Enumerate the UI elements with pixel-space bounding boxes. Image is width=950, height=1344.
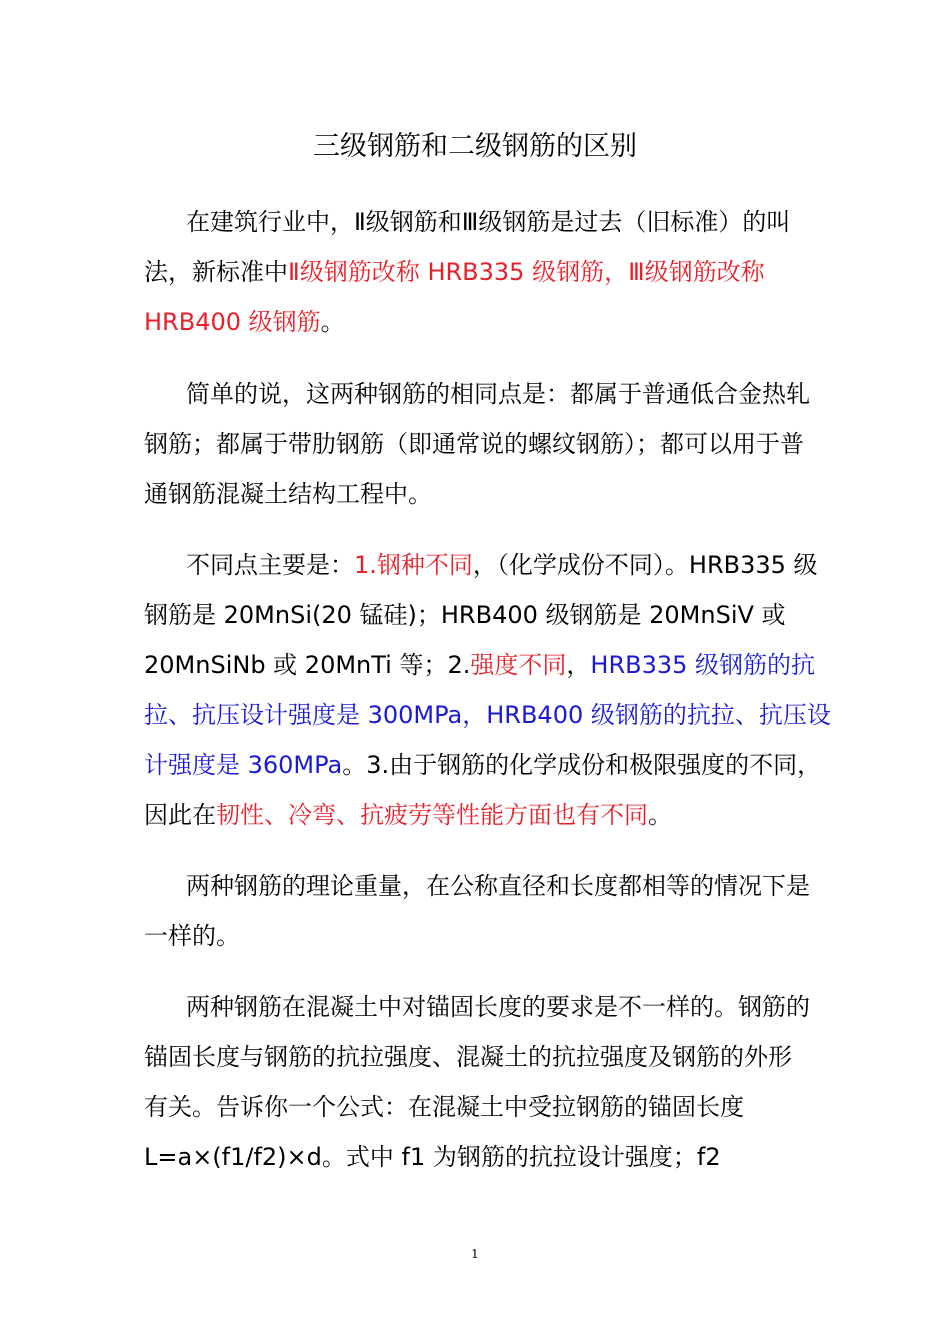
paragraph-1-highlight: Ⅱ级钢筋改称 HRB335 级钢筋，Ⅲ级钢筋改称 HRB400 级钢筋 [144, 258, 765, 336]
paragraph-3 [144, 540, 834, 840]
paragraph-3-highlight-strength: 强度不同 [470, 651, 567, 679]
paragraph-4: 两种钢筋的理论重量，在公称直径和长度都相等的情况下是一样的。 [144, 872, 810, 950]
paragraph-3-highlight-properties: 韧性、冷弯、抗疲劳等性能方面也有不同 [216, 801, 648, 829]
paragraph-2: 简单的说，这两种钢筋的相同点是：都属于普通低合金热轧钢筋；都属于带肋钢筋（即通常说的螺纹钢筋）；都可以用于普通钢筋混凝土结构工程中。 [144, 380, 810, 508]
paragraph-3-text-c: ，（化学成份不同）。HRB335 级钢筋是 20MnSi(20 锰硅)；HRB400 级钢筋是 20MnSiV 或 20MnSiNb 或 20MnTi 等；2. [144, 551, 818, 679]
paragraph-1 [144, 197, 814, 347]
paragraph-3-highlight-steel-type: 1.钢种不同 [354, 551, 473, 579]
paragraph-3-text-a: 不同点主要是： [186, 551, 354, 579]
paragraph-3-text-g: 。3.由于钢筋的化学成份和极限强度的不同，因此在 [144, 751, 822, 829]
paragraph-5: 两种钢筋在混凝土中对锚固长度的要求是不一样的。钢筋的锚固长度与钢筋的抗拉强度、混凝土的抗拉强度及钢筋的外形有关。告诉你一个公式：在混凝土中受拉钢筋的锚固长度 L=a×(f1/f2)×d。式中 f1 为钢筋的抗拉设计强度；f2 [144, 993, 810, 1171]
document-title: 三级钢筋和二级钢筋的区别 [313, 131, 637, 162]
paragraph-1-text: 在建筑行业中，Ⅱ级钢筋和Ⅲ级钢筋是过去（旧标准）的叫法，新标准中 [144, 208, 791, 286]
paragraph-3-strength-values: HRB335 级钢筋的抗拉、抗压设计强度是 300MPa，HRB400 级钢筋的抗拉、抗压设计强度是 360MPa [144, 651, 831, 779]
paragraph-1-end: 。 [320, 308, 345, 336]
paragraph-3-text-i: 。 [648, 801, 672, 829]
page-number: 1 [471, 1247, 479, 1261]
paragraph-3-text-e: ， [566, 651, 591, 679]
